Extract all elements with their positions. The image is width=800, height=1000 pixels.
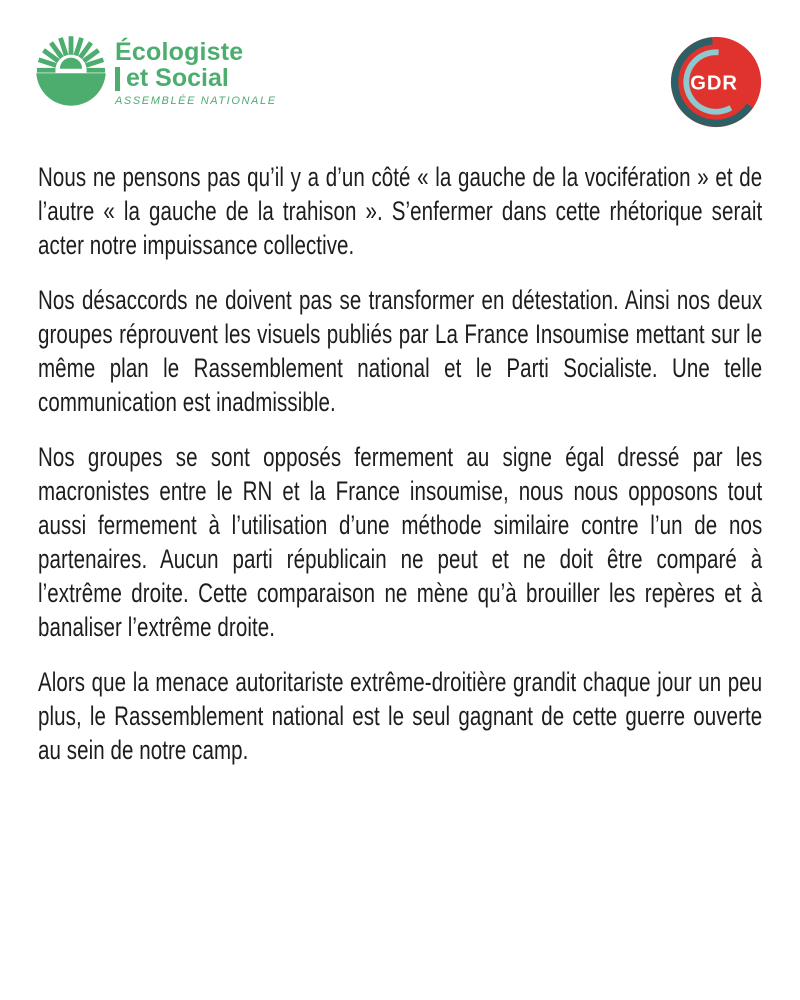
- eco-logo-line2: [115, 66, 277, 91]
- eco-logo-subtitle: ASSEMBLÉE NATIONALE: [115, 95, 277, 107]
- ecologiste-et-social-logo: [34, 34, 277, 108]
- statement-paragraph-3: Nos groupes se sont opposés fermement au signe égal dressé par les macronistes entre le RN et la France insoumise, nous nous opposons tout aussi fermement à l’utilisation d’une méthode similaire contre l’un de nos partenaires. Aucun parti républicain ne peut et ne doit être comparé à l’extrême droite. Cette comparaison ne mène qu’à brouiller les repères et à banaliser l’extrême droite.: [38, 442, 763, 642]
- eco-logo-line1: Écologiste: [115, 38, 244, 66]
- header: [0, 0, 800, 130]
- statement-paragraph-2: Nos désaccords ne doivent pas se transformer en détestation. Ainsi nos deux groupes réprouvent les visuels publiés par La France Insoumise mettant sur le même plan le Rassemblement national et le Parti Socialiste. Une telle communication est inadmissible.: [38, 285, 763, 417]
- gdr-logo-icon: [668, 34, 764, 130]
- statement-body: [0, 130, 800, 767]
- gdr-logo-label: GDR: [690, 72, 738, 95]
- statement-paragraph-4: Alors que la menace autoritariste extrême-droitière grandit chaque jour un peu plus, le Rassemblement national est le seul gagnant de cette guerre ouverte au sein de notre camp.: [38, 667, 763, 765]
- eco-logo-wordmark: [115, 35, 277, 107]
- sun-half-circle-icon: [34, 34, 108, 108]
- eco-logo-line2-label: et Social: [126, 64, 229, 92]
- statement-text-block: [38, 160, 762, 767]
- statement-paragraph-1: Nous ne pensons pas qu’il y a d’un côté « la gauche de la vocifération » et de l’autre « la gauche de la trahison ». S’enfermer dans cette rhétorique serait acter notre impuissance collective.: [38, 162, 763, 260]
- gdr-logo: [668, 34, 764, 130]
- vertical-bar-icon: [115, 67, 120, 91]
